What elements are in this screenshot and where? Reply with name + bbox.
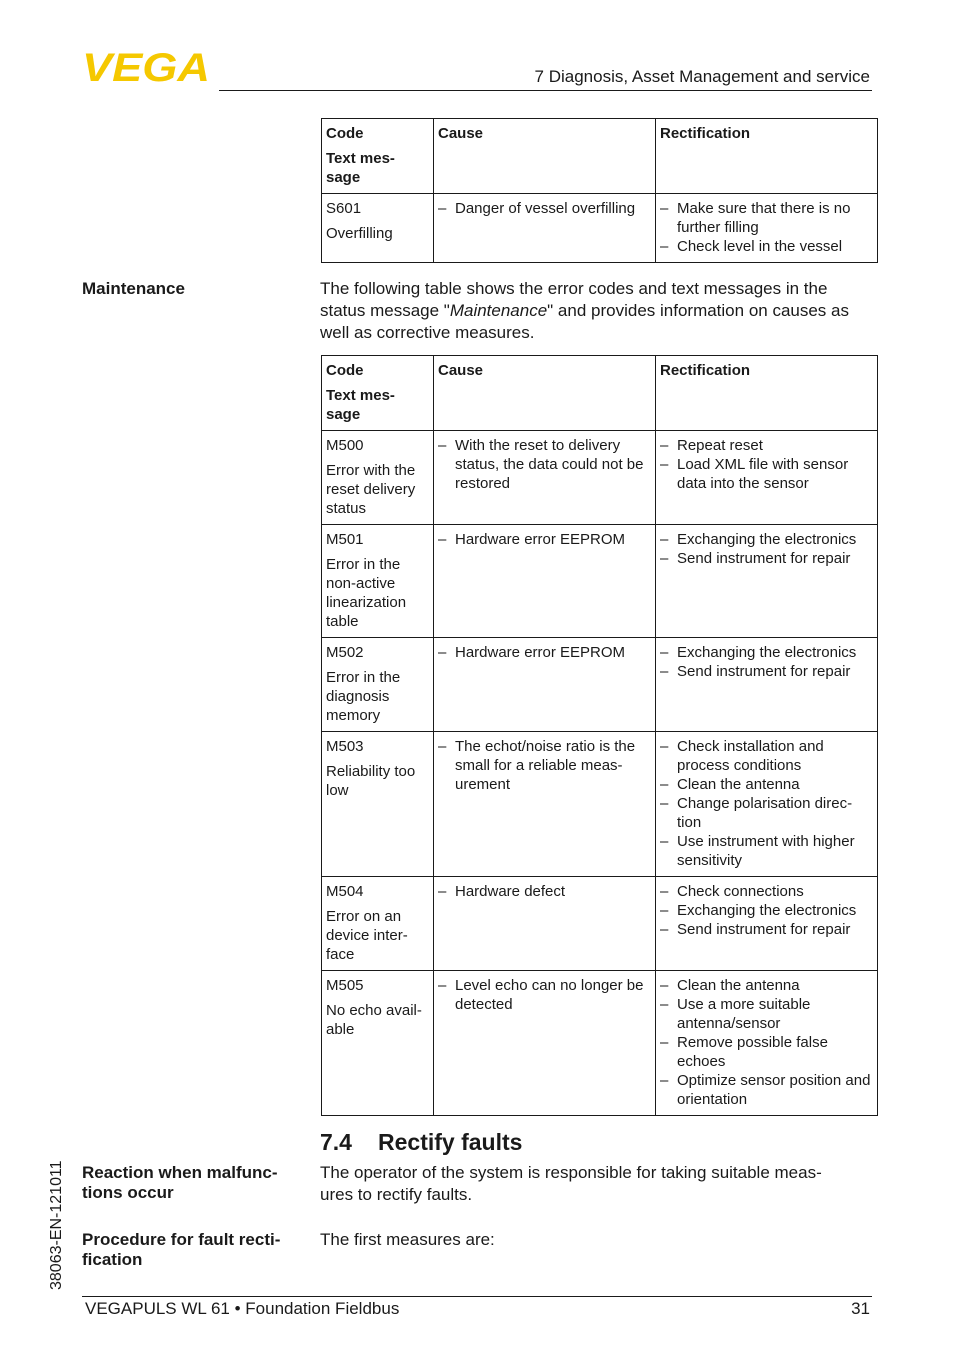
table-row: [322, 525, 878, 638]
maintenance-label: Maintenance: [82, 279, 185, 298]
header-text-message: Text mes- sage: [326, 150, 395, 186]
rectification-item: – Check level in the vessel: [660, 237, 873, 256]
vega-logo: [82, 50, 212, 84]
header-rule: [219, 90, 872, 91]
error-code: S601: [326, 200, 362, 217]
text-message: Error with the reset delivery status: [326, 462, 416, 517]
header-code-cell: [322, 356, 434, 431]
header-code: Code: [326, 125, 364, 142]
intro-part-1: The following table shows the error codes and text messages in the status message ": [320, 279, 828, 320]
error-code: M505: [326, 977, 364, 994]
text-message: Error on an device inter- face: [326, 908, 408, 963]
cause-item: – Hardware error EEPROM: [438, 643, 651, 662]
cause-item: – Level echo can no longer be detected: [438, 976, 651, 1014]
code-cell: [322, 638, 434, 732]
table-row: [322, 732, 878, 877]
error-code: M501: [326, 531, 364, 548]
header-cause: Cause: [434, 119, 656, 194]
reaction-label: Reaction when malfunc- tions occur: [82, 1163, 278, 1202]
rectification-item: – Send instrument for repair: [660, 920, 873, 939]
cause-item: – Hardware error EEPROM: [438, 530, 651, 549]
cause-item: – Hardware defect: [438, 882, 651, 901]
cause-cell: [434, 638, 656, 732]
cause-cell: [434, 525, 656, 638]
rectification-item: – Clean the antenna: [660, 775, 873, 794]
cause-item: – Danger of vessel overfilling: [438, 199, 651, 218]
header-rectification: Rectification: [656, 356, 878, 431]
intro-emphasis: Maintenance: [449, 301, 548, 320]
rectification-cell: [656, 732, 878, 877]
cause-cell: [434, 431, 656, 525]
rectification-item: – Optimize sensor position and orientation: [660, 1071, 873, 1109]
footer-product: VEGAPULS WL 61 • Foundation Fieldbus: [85, 1299, 400, 1318]
rectification-cell: [656, 194, 878, 263]
text-message: Overfilling: [326, 225, 393, 242]
error-code: M502: [326, 644, 364, 661]
table-row: [322, 971, 878, 1116]
cause-cell: [434, 877, 656, 971]
rectification-item: – Exchanging the electronics: [660, 530, 873, 549]
rectification-item: – Remove possible false echoes: [660, 1033, 873, 1071]
error-code: M504: [326, 883, 364, 900]
reaction-text: The operator of the system is responsible for taking suitable meas- ures to rectify faults.: [320, 1163, 822, 1204]
vega-logo-text: VEGA: [82, 50, 210, 84]
rectification-cell: [656, 971, 878, 1116]
cause-cell: [434, 732, 656, 877]
header-rectification: Rectification: [656, 119, 878, 194]
code-cell: [322, 431, 434, 525]
rectification-cell: [656, 525, 878, 638]
table-row: [322, 877, 878, 971]
rectification-item: – Check installation and process conditions: [660, 737, 873, 775]
rectification-item: – Clean the antenna: [660, 976, 873, 995]
rectification-item: – Load XML file with sensor data into the sensor: [660, 455, 873, 493]
table-row: [322, 638, 878, 732]
rectification-item: – Exchanging the electronics: [660, 643, 873, 662]
code-cell: [322, 194, 434, 263]
rectification-cell: [656, 638, 878, 732]
section-heading: [320, 1129, 522, 1156]
error-code: M500: [326, 437, 364, 454]
code-cell: [322, 971, 434, 1116]
maintenance-intro: [320, 278, 872, 344]
rectification-item: – Use instrument with higher sensitivity: [660, 832, 873, 870]
footer-rule: [82, 1296, 872, 1297]
cause-item: – The echot/noise ratio is the small for a reliable meas- urement: [438, 737, 651, 794]
header-cause: Cause: [434, 356, 656, 431]
rectification-cell: [656, 431, 878, 525]
rectification-cell: [656, 877, 878, 971]
error-code: M503: [326, 738, 364, 755]
table-header-row: [322, 356, 878, 431]
procedure-label: Procedure for fault recti- fication: [82, 1230, 281, 1269]
rectification-item: – Make sure that there is no further filling: [660, 199, 873, 237]
section-title: Rectify faults: [378, 1129, 523, 1155]
rectification-item: – Repeat reset: [660, 436, 873, 455]
intro-part-2: " and provides information on causes as well as corrective measures.: [320, 301, 849, 342]
text-message: No echo avail- able: [326, 1002, 422, 1038]
header-text-message: Text mes- sage: [326, 387, 395, 423]
rectification-item: – Change polarisation direc- tion: [660, 794, 873, 832]
code-cell: [322, 525, 434, 638]
text-message: Error in the diagnosis memory: [326, 669, 401, 724]
table-header-row: [322, 119, 878, 194]
chapter-title: 7 Diagnosis, Asset Management and service: [534, 67, 870, 86]
cause-cell: [434, 194, 656, 263]
cause-item: – With the reset to delivery status, the data could not be restored: [438, 436, 651, 493]
cause-cell: [434, 971, 656, 1116]
table-row: [322, 194, 878, 263]
text-message: Error in the non-active linearization table: [326, 556, 407, 630]
code-cell: [322, 732, 434, 877]
rectification-item: – Send instrument for repair: [660, 662, 873, 681]
code-cell: [322, 877, 434, 971]
header-code: Code: [326, 362, 364, 379]
table-row: [322, 431, 878, 525]
procedure-text: The first measures are:: [320, 1230, 495, 1249]
page-number: 31: [851, 1299, 870, 1318]
rectification-item: – Exchanging the electronics: [660, 901, 873, 920]
text-message: Reliability too low: [326, 763, 416, 799]
document-code: 38063-EN-121011: [48, 1160, 65, 1290]
rectification-item: – Check connections: [660, 882, 873, 901]
rectification-item: – Send instrument for repair: [660, 549, 873, 568]
section-number: 7.4: [320, 1129, 352, 1155]
status-table-maintenance: [321, 355, 878, 1116]
status-table-function-check: [321, 118, 878, 263]
rectification-item: – Use a more suitable antenna/sensor: [660, 995, 873, 1033]
header-code-cell: [322, 119, 434, 194]
